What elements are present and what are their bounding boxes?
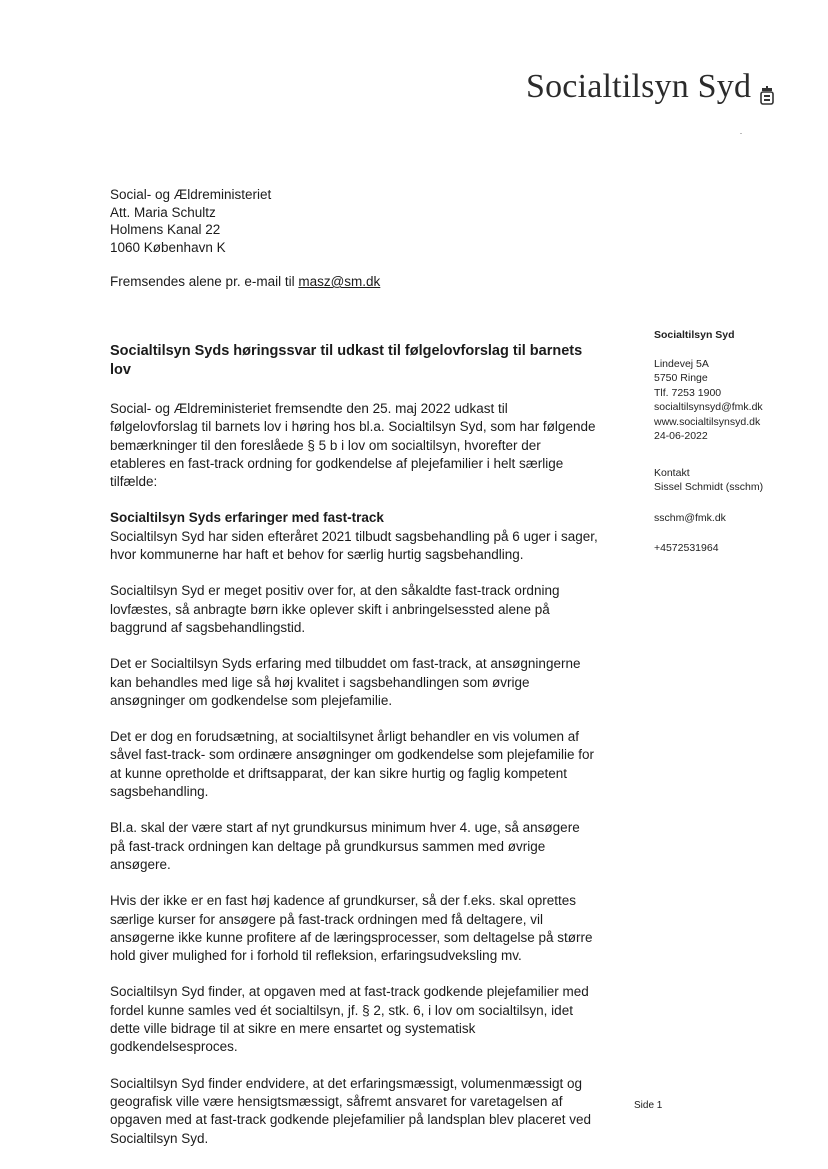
section-heading: Socialtilsyn Syds erfaringer med fast-track (110, 510, 384, 526)
sidebar-phone: Tlf. 7253 1900 (654, 386, 722, 399)
sidebar-street: Lindevej 5A (654, 357, 709, 370)
letterhead-logo (520, 68, 780, 112)
body-paragraph: Det er Socialtilsyn Syds erfaring med tilbuddet om fast-track, at ansøgningerne kan behandles med lige så høj kvalitet i sagsbehandlingen som øvrige ansøgninger om godkendelse som plejefamilie. (110, 656, 581, 708)
crown-emblem-icon (760, 86, 774, 106)
body-paragraph: Hvis der ikke er en fast høj kadence af grundkurser, så der f.eks. skal oprettes særlige kurser for ansøgere på fast-track ordningen med få deltagere, vil ansøgerne ikke kunne profitere af de læringsprocesser, som deltagelse på større hold giver mulighed for i forhold til refleksion, erfaringsudveksling mv. (110, 893, 593, 964)
body-paragraph: Bl.a. skal der være start af nyt grundkursus minimum hver 4. uge, så ansøgere på fast-track ordningen kan deltage på grundkursus sammen med øvrige ansøgere. (110, 820, 580, 872)
contact-phone: +4572531964 (654, 542, 719, 554)
logo-text: Socialtilsyn Syd (526, 68, 752, 105)
letter-title: Socialtilsyn Syds høringssvar til udkast til følgelovforslag til barnets lov (110, 343, 583, 378)
body-paragraph: Socialtilsyn Syd er meget positiv over for, at den såkaldte fast-track ordning lovfæstes, så anbragte børn ikke oplever skift i anbringelsessted alene på baggrund af sagsbehandlingstid. (110, 583, 560, 635)
sidebar-org: Socialtilsyn Syd (654, 329, 735, 341)
send-note (110, 274, 380, 289)
recipient-line: 1060 København K (110, 239, 226, 255)
body-paragraph: Det er dog en forudsætning, at socialtilsynet årligt behandler en vis volumen af såvel fast-track- som ordinære ansøgninger om godkendelse som plejefamilie for at kunne opretholde et driftsapparat, der kan sikre hurtig og faglig kompetent sagsbehandling. (110, 729, 594, 800)
contact-label: Kontakt (654, 466, 690, 479)
body-paragraph: Socialtilsyn Syd har siden efteråret 2021 tilbudt sagsbehandling på 6 uger i sager, hvor kommunerne har haft et behov for særlig hurtig sagsbehandling. (110, 528, 598, 563)
sidebar-date: 24-06-2022 (654, 430, 708, 442)
sidebar-web[interactable]: www.socialtilsynsyd.dk (654, 415, 761, 428)
sidebar-city: 5750 Ringe (654, 372, 708, 384)
letter-body (110, 342, 598, 1166)
page-number: Side 1 (634, 1100, 663, 1111)
recipient-line: Holmens Kanal 22 (110, 222, 221, 237)
send-note-text: Fremsendes alene pr. e-mail til (110, 274, 299, 289)
recipient-address (110, 186, 271, 256)
contact-name: Sissel Schmidt (sschm) (654, 481, 764, 493)
contact-email[interactable]: sschm@fmk.dk (654, 511, 726, 524)
body-paragraph: Socialtilsyn Syd finder, at opgaven med at fast-track godkende plejefamilier med fordel kunne samles ved ét socialtilsyn, jf. § 2, stk. 6, i lov om socialtilsyn, idet dette ville bidrage til at sikre en mere ensartet og systematisk godkendelsesproces. (110, 984, 589, 1055)
recipient-line: Att. Maria Schultz (110, 204, 216, 220)
intro-paragraph: Social- og Ældreministeriet fremsendte den 25. maj 2022 udkast til følgelovforslag til barnets lov i høring hos bl.a. Socialtilsyn Syd, som har følgende bemærkninger til den foreslåede § 5 b i lov om socialtilsyn, hvorefter der etableres en fast-track ordning for godkendelse af plejefamilier i helt særlige tilfælde: (110, 401, 596, 490)
sidebar-email[interactable]: socialtilsynsyd@fmk.dk (654, 401, 763, 413)
recipient-email-link[interactable]: masz@sm.dk (298, 274, 381, 289)
scan-mark (740, 133, 742, 134)
body-paragraph: Socialtilsyn Syd finder endvidere, at det erfaringsmæssigt, volumenmæssigt og geografisk ville være hensigtsmæssigt, såfremt ansvaret for varetagelsen af opgaven med at fast-track godkende plejefamilier på landsplan blev placeret ved Socialtilsyn Syd. (110, 1075, 592, 1146)
sender-sidebar (654, 328, 824, 556)
recipient-line: Social- og Ældreministeriet (110, 187, 272, 202)
